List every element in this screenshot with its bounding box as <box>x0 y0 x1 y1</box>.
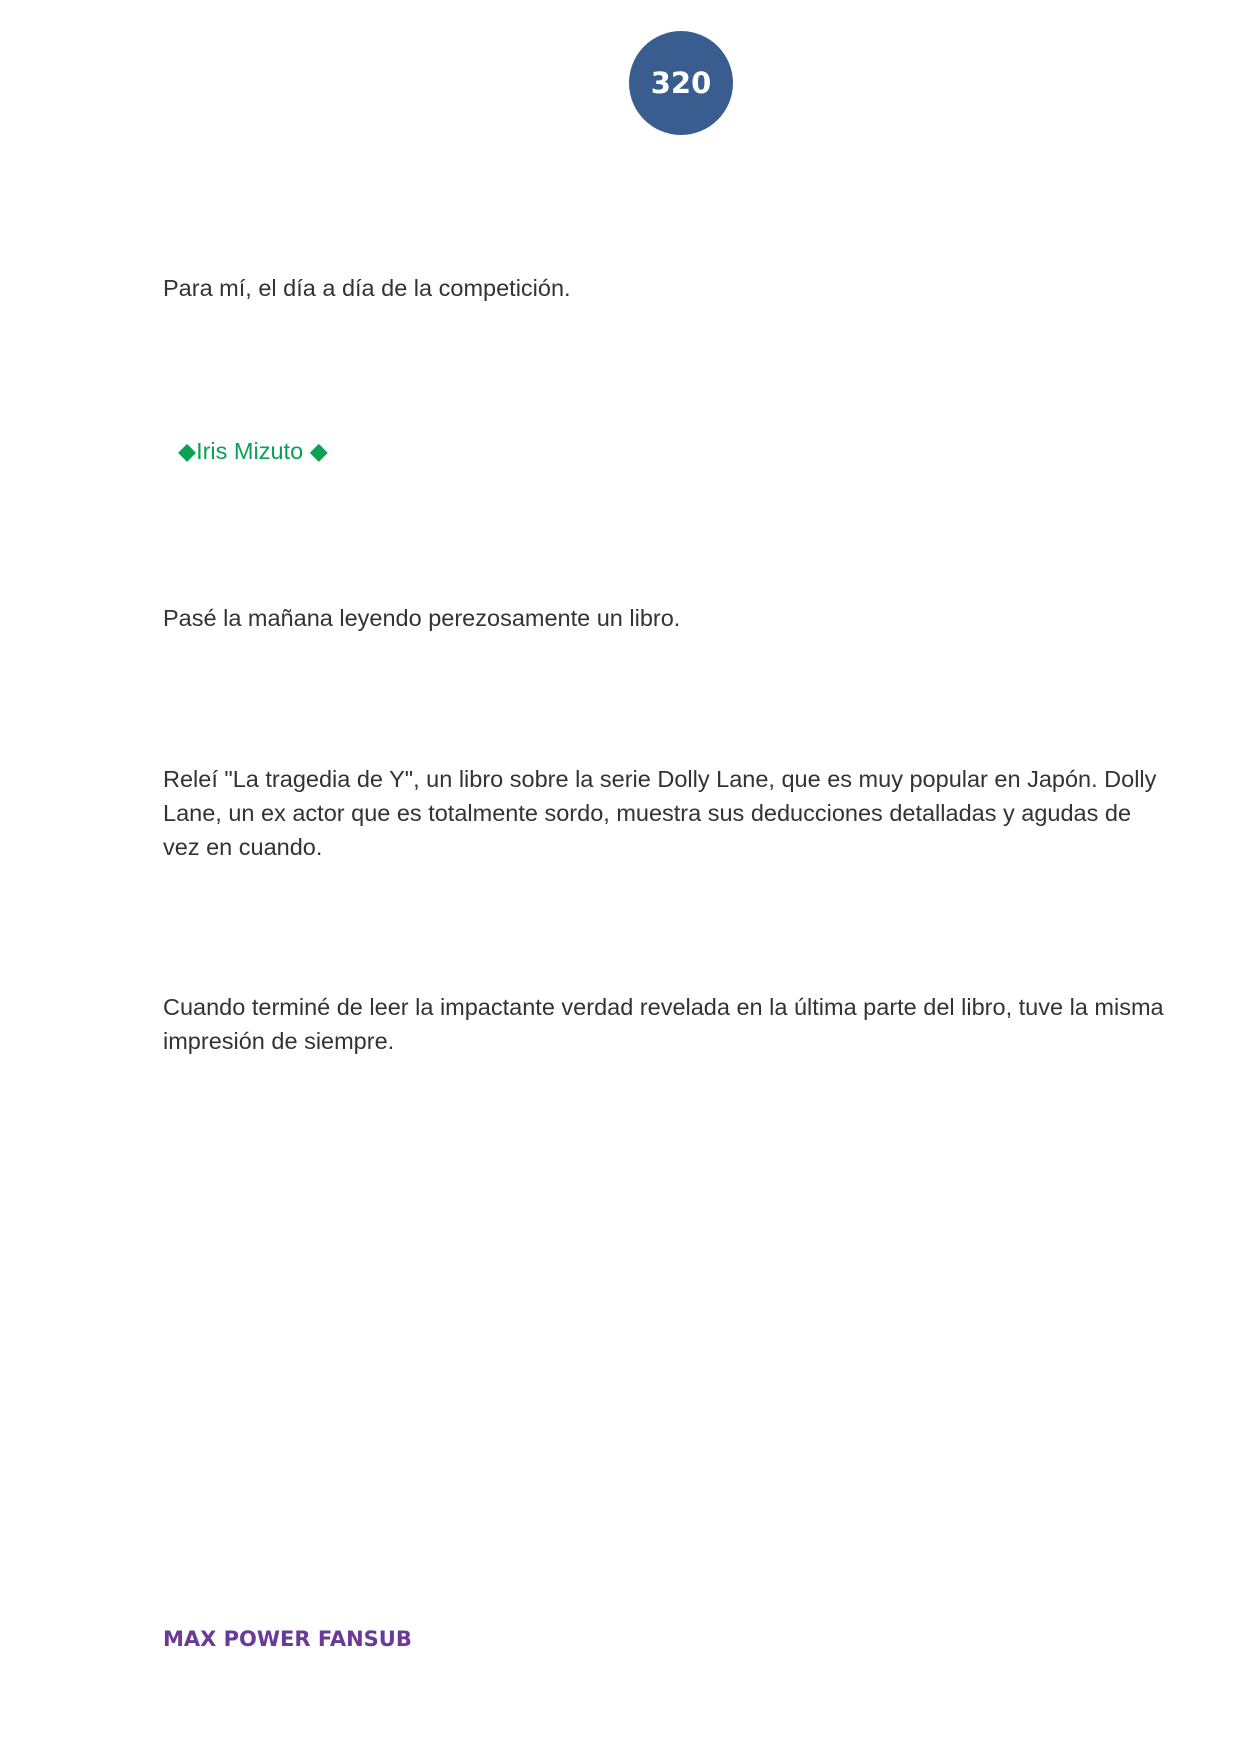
paragraph-1: Para mí, el día a día de la competición. <box>163 275 571 301</box>
footer-credit: MAX POWER FANSUB <box>163 1627 412 1651</box>
page-number: 320 <box>650 66 712 100</box>
scene-header-name: Iris Mizuto <box>196 438 304 464</box>
paragraph-4: Cuando terminé de leer la impactante verdad revelada en la última parte del libro, tuve la misma impresión de siempre. <box>163 994 1164 1054</box>
paragraph-3: Releí "La tragedia de Y", un libro sobre la serie Dolly Lane, que es muy popular en Japón. Dolly Lane, un ex actor que es totalmente sordo, muestra sus deducciones detalladas y agudas de vez en cuando. <box>163 766 1157 860</box>
scene-header <box>178 434 328 468</box>
page-number-badge <box>629 31 733 135</box>
paragraph-2: Pasé la mañana leyendo perezosamente un libro. <box>163 605 681 631</box>
diamond-icon: ◆ <box>178 438 197 464</box>
diamond-icon: ◆ <box>309 438 328 464</box>
